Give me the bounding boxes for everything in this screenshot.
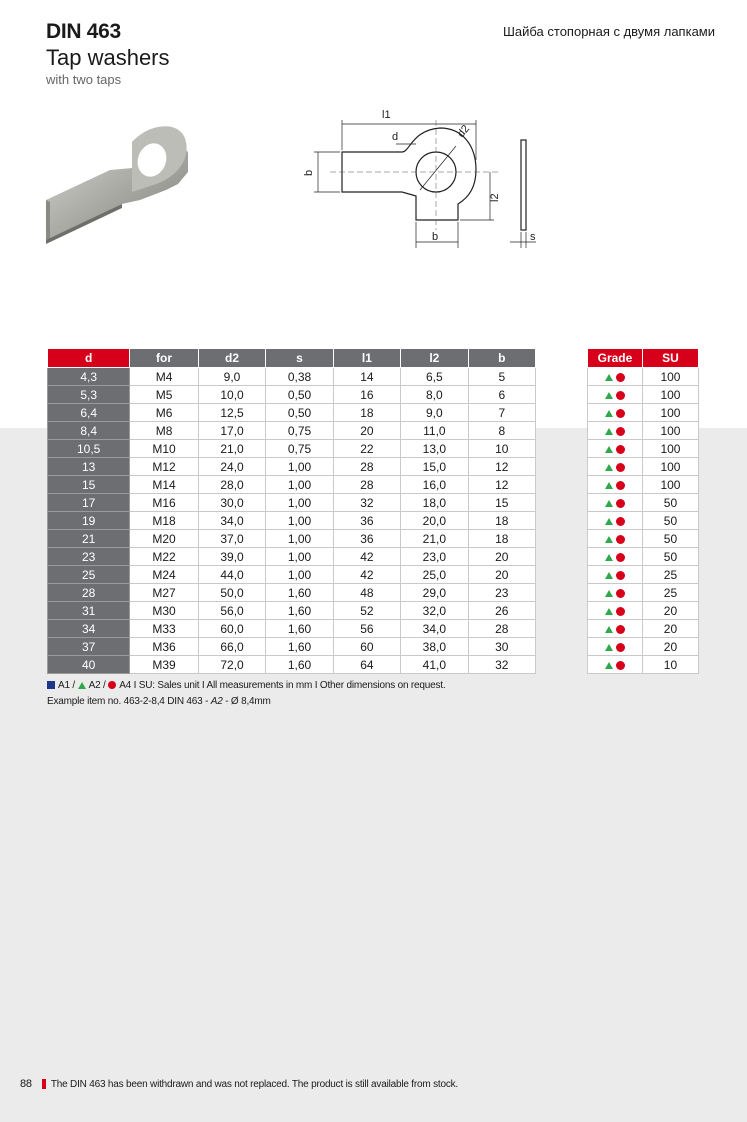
cell-grade bbox=[588, 458, 643, 476]
cell-grade bbox=[588, 656, 643, 674]
cell-d2: 72,0 bbox=[198, 656, 265, 674]
cell-l1: 28 bbox=[333, 458, 400, 476]
legend bbox=[47, 680, 445, 691]
cell-l1: 16 bbox=[333, 386, 400, 404]
cell-b: 18 bbox=[468, 530, 535, 548]
cell-d: 40 bbox=[48, 656, 130, 674]
cell-l1: 52 bbox=[333, 602, 400, 620]
table-row bbox=[48, 638, 536, 656]
side-table-row bbox=[588, 458, 699, 476]
red-dot-icon bbox=[616, 427, 625, 436]
green-triangle-icon bbox=[605, 626, 613, 633]
cell-b: 5 bbox=[468, 368, 535, 386]
cell-for: M18 bbox=[130, 512, 198, 530]
cell-d: 6,4 bbox=[48, 404, 130, 422]
side-table-row bbox=[588, 530, 699, 548]
cell-s: 1,00 bbox=[266, 530, 333, 548]
cell-b: 20 bbox=[468, 548, 535, 566]
cell-l2: 9,0 bbox=[401, 404, 468, 422]
legend-a4: A4 bbox=[119, 680, 132, 691]
red-dot-icon bbox=[616, 463, 625, 472]
table-row bbox=[48, 386, 536, 404]
table-row bbox=[48, 404, 536, 422]
cell-l2: 15,0 bbox=[401, 458, 468, 476]
cell-su: 100 bbox=[642, 368, 698, 386]
cell-l1: 36 bbox=[333, 530, 400, 548]
cell-for: M14 bbox=[130, 476, 198, 494]
cell-d2: 60,0 bbox=[198, 620, 265, 638]
cell-s: 1,60 bbox=[266, 602, 333, 620]
cell-su: 50 bbox=[642, 548, 698, 566]
cell-grade bbox=[588, 602, 643, 620]
cell-s: 1,60 bbox=[266, 656, 333, 674]
cell-d2: 34,0 bbox=[198, 512, 265, 530]
red-dot-icon bbox=[616, 391, 625, 400]
cell-for: M33 bbox=[130, 620, 198, 638]
col-header-l2: l2 bbox=[401, 349, 468, 368]
label-b-bottom: b bbox=[432, 231, 439, 243]
cell-l2: 16,0 bbox=[401, 476, 468, 494]
table-row bbox=[48, 566, 536, 584]
cell-l1: 48 bbox=[333, 584, 400, 602]
table-row bbox=[48, 548, 536, 566]
table-row bbox=[48, 494, 536, 512]
cell-l1: 42 bbox=[333, 548, 400, 566]
cell-l1: 28 bbox=[333, 476, 400, 494]
cell-d: 15 bbox=[48, 476, 130, 494]
side-table-row bbox=[588, 422, 699, 440]
cell-d: 17 bbox=[48, 494, 130, 512]
green-triangle-icon bbox=[605, 518, 613, 525]
cell-grade bbox=[588, 386, 643, 404]
table-row bbox=[48, 530, 536, 548]
cell-grade bbox=[588, 422, 643, 440]
cell-d2: 37,0 bbox=[198, 530, 265, 548]
side-table-row bbox=[588, 602, 699, 620]
legend-text: I SU: Sales unit I All measurements in mm I Other dimensions on request. bbox=[131, 680, 446, 691]
cell-s: 0,50 bbox=[266, 404, 333, 422]
cell-s: 1,00 bbox=[266, 494, 333, 512]
cell-grade bbox=[588, 530, 643, 548]
cell-for: M10 bbox=[130, 440, 198, 458]
green-triangle-icon bbox=[78, 682, 86, 689]
cell-l1: 42 bbox=[333, 566, 400, 584]
table-row bbox=[48, 476, 536, 494]
cell-l2: 11,0 bbox=[401, 422, 468, 440]
green-triangle-icon bbox=[605, 554, 613, 561]
cell-d: 13 bbox=[48, 458, 130, 476]
russian-title: Шайба стопорная с двумя лапками bbox=[502, 24, 715, 39]
red-dot-icon bbox=[616, 499, 625, 508]
side-table-row bbox=[588, 566, 699, 584]
cell-l1: 18 bbox=[333, 404, 400, 422]
cell-s: 1,00 bbox=[266, 476, 333, 494]
cell-d2: 66,0 bbox=[198, 638, 265, 656]
cell-grade bbox=[588, 638, 643, 656]
cell-l2: 21,0 bbox=[401, 530, 468, 548]
cell-grade bbox=[588, 512, 643, 530]
cell-s: 1,60 bbox=[266, 638, 333, 656]
red-dot-icon bbox=[616, 373, 625, 382]
red-bar-icon bbox=[42, 1079, 46, 1089]
cell-b: 8 bbox=[468, 422, 535, 440]
cell-l2: 6,5 bbox=[401, 368, 468, 386]
cell-d: 19 bbox=[48, 512, 130, 530]
cell-b: 23 bbox=[468, 584, 535, 602]
cell-l2: 23,0 bbox=[401, 548, 468, 566]
side-header-row bbox=[588, 349, 699, 368]
cell-for: M6 bbox=[130, 404, 198, 422]
cell-b: 28 bbox=[468, 620, 535, 638]
side-table-row bbox=[588, 656, 699, 674]
col-header-grade: Grade bbox=[588, 349, 643, 368]
col-header-d2: d2 bbox=[198, 349, 265, 368]
cell-su: 20 bbox=[642, 620, 698, 638]
cell-d: 25 bbox=[48, 566, 130, 584]
cell-su: 10 bbox=[642, 656, 698, 674]
cell-su: 100 bbox=[642, 476, 698, 494]
footer-note: The DIN 463 has been withdrawn and was not replaced. The product is still available from stock. bbox=[50, 1079, 458, 1090]
cell-for: M4 bbox=[130, 368, 198, 386]
product-photo bbox=[40, 112, 200, 252]
cell-l1: 56 bbox=[333, 620, 400, 638]
cell-for: M27 bbox=[130, 584, 198, 602]
cell-grade bbox=[588, 620, 643, 638]
cell-d: 34 bbox=[48, 620, 130, 638]
cell-grade bbox=[588, 368, 643, 386]
green-triangle-icon bbox=[605, 500, 613, 507]
example-prefix: Example item no. 463-2-8,4 DIN 463 - bbox=[47, 696, 211, 707]
green-triangle-icon bbox=[605, 590, 613, 597]
side-table-row bbox=[588, 584, 699, 602]
cell-d: 21 bbox=[48, 530, 130, 548]
cell-l2: 25,0 bbox=[401, 566, 468, 584]
cell-grade bbox=[588, 548, 643, 566]
table-row bbox=[48, 584, 536, 602]
page-subtitle: Tap washers bbox=[46, 45, 170, 70]
cell-su: 50 bbox=[642, 512, 698, 530]
cell-su: 100 bbox=[642, 422, 698, 440]
cell-grade bbox=[588, 476, 643, 494]
table-row bbox=[48, 512, 536, 530]
cell-d2: 56,0 bbox=[198, 602, 265, 620]
cell-l1: 14 bbox=[333, 368, 400, 386]
table-row bbox=[48, 602, 536, 620]
cell-b: 7 bbox=[468, 404, 535, 422]
legend-sep1: / bbox=[69, 680, 78, 691]
cell-b: 26 bbox=[468, 602, 535, 620]
cell-l2: 8,0 bbox=[401, 386, 468, 404]
cell-b: 18 bbox=[468, 512, 535, 530]
cell-d2: 9,0 bbox=[198, 368, 265, 386]
red-dot-icon bbox=[616, 589, 625, 598]
cell-su: 25 bbox=[642, 566, 698, 584]
cell-su: 20 bbox=[642, 602, 698, 620]
cell-s: 0,75 bbox=[266, 422, 333, 440]
green-triangle-icon bbox=[605, 410, 613, 417]
green-triangle-icon bbox=[605, 572, 613, 579]
cell-b: 32 bbox=[468, 656, 535, 674]
cell-s: 1,00 bbox=[266, 548, 333, 566]
cell-for: M5 bbox=[130, 386, 198, 404]
cell-d2: 50,0 bbox=[198, 584, 265, 602]
cell-d2: 17,0 bbox=[198, 422, 265, 440]
side-table-row bbox=[588, 476, 699, 494]
label-d2: d2 bbox=[455, 122, 473, 140]
cell-b: 12 bbox=[468, 476, 535, 494]
page-number: 88 bbox=[20, 1078, 32, 1090]
cell-d2: 28,0 bbox=[198, 476, 265, 494]
cell-grade bbox=[588, 494, 643, 512]
dimensions-table bbox=[47, 348, 536, 674]
col-header-l1: l1 bbox=[333, 349, 400, 368]
cell-b: 20 bbox=[468, 566, 535, 584]
green-triangle-icon bbox=[605, 392, 613, 399]
side-table-row bbox=[588, 548, 699, 566]
cell-su: 20 bbox=[642, 638, 698, 656]
cell-su: 100 bbox=[642, 458, 698, 476]
cell-d: 23 bbox=[48, 548, 130, 566]
cell-b: 30 bbox=[468, 638, 535, 656]
cell-d2: 39,0 bbox=[198, 548, 265, 566]
green-triangle-icon bbox=[605, 428, 613, 435]
grade-su-table bbox=[587, 348, 699, 674]
col-header-for: for bbox=[130, 349, 198, 368]
cell-s: 1,60 bbox=[266, 584, 333, 602]
cell-l1: 36 bbox=[333, 512, 400, 530]
cell-for: M16 bbox=[130, 494, 198, 512]
cell-d2: 10,0 bbox=[198, 386, 265, 404]
side-table-row bbox=[588, 620, 699, 638]
cell-b: 12 bbox=[468, 458, 535, 476]
cell-d: 28 bbox=[48, 584, 130, 602]
cell-d2: 30,0 bbox=[198, 494, 265, 512]
cell-d2: 44,0 bbox=[198, 566, 265, 584]
cell-l2: 29,0 bbox=[401, 584, 468, 602]
table-row bbox=[48, 458, 536, 476]
cell-l1: 20 bbox=[333, 422, 400, 440]
cell-s: 1,00 bbox=[266, 458, 333, 476]
cell-for: M20 bbox=[130, 530, 198, 548]
red-dot-icon bbox=[616, 445, 625, 454]
cell-d: 4,3 bbox=[48, 368, 130, 386]
green-triangle-icon bbox=[605, 608, 613, 615]
label-l1: l1 bbox=[382, 109, 391, 121]
cell-s: 1,60 bbox=[266, 620, 333, 638]
col-header-s: s bbox=[266, 349, 333, 368]
cell-su: 50 bbox=[642, 494, 698, 512]
red-dot-icon bbox=[616, 661, 625, 670]
example-suffix: - Ø 8,4mm bbox=[222, 696, 271, 707]
cell-for: M22 bbox=[130, 548, 198, 566]
cell-d: 37 bbox=[48, 638, 130, 656]
cell-d2: 24,0 bbox=[198, 458, 265, 476]
label-l2: l2 bbox=[489, 193, 501, 202]
cell-b: 15 bbox=[468, 494, 535, 512]
table-row bbox=[48, 422, 536, 440]
label-d: d bbox=[392, 131, 399, 143]
side-table-row bbox=[588, 512, 699, 530]
cell-l2: 32,0 bbox=[401, 602, 468, 620]
cell-s: 0,38 bbox=[266, 368, 333, 386]
green-triangle-icon bbox=[605, 374, 613, 381]
side-table-row bbox=[588, 638, 699, 656]
table-body bbox=[48, 368, 536, 674]
cell-d: 5,3 bbox=[48, 386, 130, 404]
table-row bbox=[48, 620, 536, 638]
cell-s: 1,00 bbox=[266, 566, 333, 584]
cell-l1: 22 bbox=[333, 440, 400, 458]
page-subsubtitle: with two taps bbox=[46, 72, 122, 87]
cell-su: 50 bbox=[642, 530, 698, 548]
table-row bbox=[48, 368, 536, 386]
col-header-b: b bbox=[468, 349, 535, 368]
cell-for: M12 bbox=[130, 458, 198, 476]
cell-su: 25 bbox=[642, 584, 698, 602]
label-s: s bbox=[530, 231, 536, 243]
red-dot-icon bbox=[616, 625, 625, 634]
cell-l2: 13,0 bbox=[401, 440, 468, 458]
cell-grade bbox=[588, 440, 643, 458]
cell-d: 8,4 bbox=[48, 422, 130, 440]
cell-l2: 34,0 bbox=[401, 620, 468, 638]
red-dot-icon bbox=[616, 535, 625, 544]
side-table-body bbox=[588, 368, 699, 674]
green-triangle-icon bbox=[605, 536, 613, 543]
cell-grade bbox=[588, 584, 643, 602]
red-dot-icon bbox=[616, 553, 625, 562]
cell-s: 0,75 bbox=[266, 440, 333, 458]
cell-d2: 21,0 bbox=[198, 440, 265, 458]
cell-b: 10 bbox=[468, 440, 535, 458]
cell-b: 6 bbox=[468, 386, 535, 404]
side-table-row bbox=[588, 494, 699, 512]
cell-l1: 32 bbox=[333, 494, 400, 512]
cell-s: 0,50 bbox=[266, 386, 333, 404]
red-dot-icon bbox=[108, 681, 116, 689]
cell-d: 31 bbox=[48, 602, 130, 620]
cell-su: 100 bbox=[642, 404, 698, 422]
legend-sep2: / bbox=[100, 680, 109, 691]
cell-l2: 38,0 bbox=[401, 638, 468, 656]
legend-a2: A2 bbox=[88, 680, 101, 691]
side-table-row bbox=[588, 440, 699, 458]
col-header-d: d bbox=[48, 349, 130, 368]
side-table-row bbox=[588, 404, 699, 422]
technical-drawing bbox=[300, 100, 560, 260]
green-triangle-icon bbox=[605, 482, 613, 489]
side-table-row bbox=[588, 368, 699, 386]
cell-for: M8 bbox=[130, 422, 198, 440]
cell-for: M36 bbox=[130, 638, 198, 656]
green-triangle-icon bbox=[605, 662, 613, 669]
green-triangle-icon bbox=[605, 644, 613, 651]
side-table-row bbox=[588, 386, 699, 404]
cell-su: 100 bbox=[642, 440, 698, 458]
table-row bbox=[48, 656, 536, 674]
red-dot-icon bbox=[616, 571, 625, 580]
red-dot-icon bbox=[616, 607, 625, 616]
cell-s: 1,00 bbox=[266, 512, 333, 530]
cell-l1: 64 bbox=[333, 656, 400, 674]
page-title: DIN 463 bbox=[46, 20, 121, 43]
red-dot-icon bbox=[616, 517, 625, 526]
label-b-left: b bbox=[303, 169, 315, 176]
green-triangle-icon bbox=[605, 446, 613, 453]
table-row bbox=[48, 440, 536, 458]
cell-for: M39 bbox=[130, 656, 198, 674]
cell-for: M30 bbox=[130, 602, 198, 620]
table-header-row bbox=[48, 349, 536, 368]
cell-su: 100 bbox=[642, 386, 698, 404]
red-dot-icon bbox=[616, 643, 625, 652]
red-dot-icon bbox=[616, 481, 625, 490]
example-grade: A2 bbox=[210, 696, 223, 707]
green-triangle-icon bbox=[605, 464, 613, 471]
cell-grade bbox=[588, 404, 643, 422]
red-dot-icon bbox=[616, 409, 625, 418]
blue-square-icon bbox=[47, 681, 55, 689]
cell-d2: 12,5 bbox=[198, 404, 265, 422]
cell-d: 10,5 bbox=[48, 440, 130, 458]
col-header-su: SU bbox=[642, 349, 698, 368]
cell-l2: 20,0 bbox=[401, 512, 468, 530]
cell-l2: 41,0 bbox=[401, 656, 468, 674]
cell-for: M24 bbox=[130, 566, 198, 584]
cell-grade bbox=[588, 566, 643, 584]
legend-a1: A1 bbox=[58, 680, 70, 691]
example-item bbox=[47, 696, 271, 707]
cell-l1: 60 bbox=[333, 638, 400, 656]
footer bbox=[20, 1078, 458, 1090]
cell-l2: 18,0 bbox=[401, 494, 468, 512]
